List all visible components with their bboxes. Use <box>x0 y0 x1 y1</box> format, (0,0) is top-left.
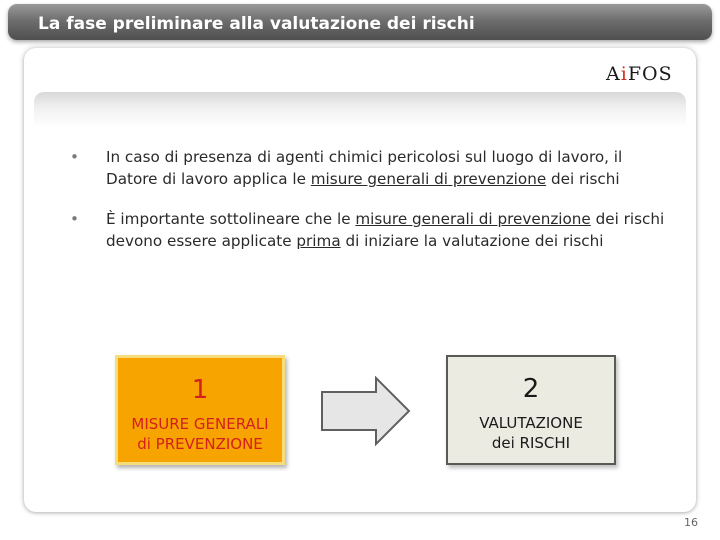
step-label <box>118 414 282 454</box>
step-box-prevenzione <box>115 355 285 465</box>
step-label <box>448 413 614 453</box>
bullet-text-part: È importante sottolineare che le <box>106 210 356 228</box>
slide-title: La fase preliminare alla valutazione dei rischi <box>38 14 475 34</box>
bullet-emphasis: prima <box>296 232 341 250</box>
page-number: 16 <box>684 516 698 529</box>
logo-suffix: FOS <box>627 63 673 85</box>
step-number: 1 <box>191 375 209 405</box>
logo-dot: i <box>620 63 628 85</box>
aifos-logo <box>606 63 673 85</box>
step-label-line: MISURE GENERALI <box>131 415 269 433</box>
bullet-emphasis: misure generali di prevenzione <box>355 210 591 228</box>
header-band <box>34 92 686 128</box>
bullet-dot-icon: • <box>70 210 79 228</box>
step-label-line: dei RISCHI <box>491 434 571 452</box>
right-arrow-icon <box>320 376 412 446</box>
bullet-emphasis: misure generali di prevenzione <box>310 170 547 188</box>
bullet-item <box>68 146 668 190</box>
step-box-valutazione <box>446 355 616 465</box>
bullet-item <box>68 208 668 252</box>
bullet-text-part: di iniziare la valutazione dei rischi <box>340 232 604 250</box>
bullet-list <box>68 146 668 270</box>
step-label-line: VALUTAZIONE <box>479 414 583 432</box>
bullet-text-part: dei rischi <box>546 170 620 188</box>
step-number: 2 <box>522 374 540 404</box>
bullet-text <box>106 208 668 252</box>
step-label-line: di PREVENZIONE <box>137 435 263 453</box>
bullet-dot-icon: • <box>70 148 79 166</box>
bullet-text-part: dei rischi devono essere applicate <box>106 210 665 250</box>
bullet-text-part: In caso di presenza di agenti chimici pericolosi sul luogo di lavoro, il Datore di lavoro applica le <box>106 148 623 188</box>
logo-prefix: A <box>606 63 621 85</box>
bullet-text <box>106 146 668 190</box>
